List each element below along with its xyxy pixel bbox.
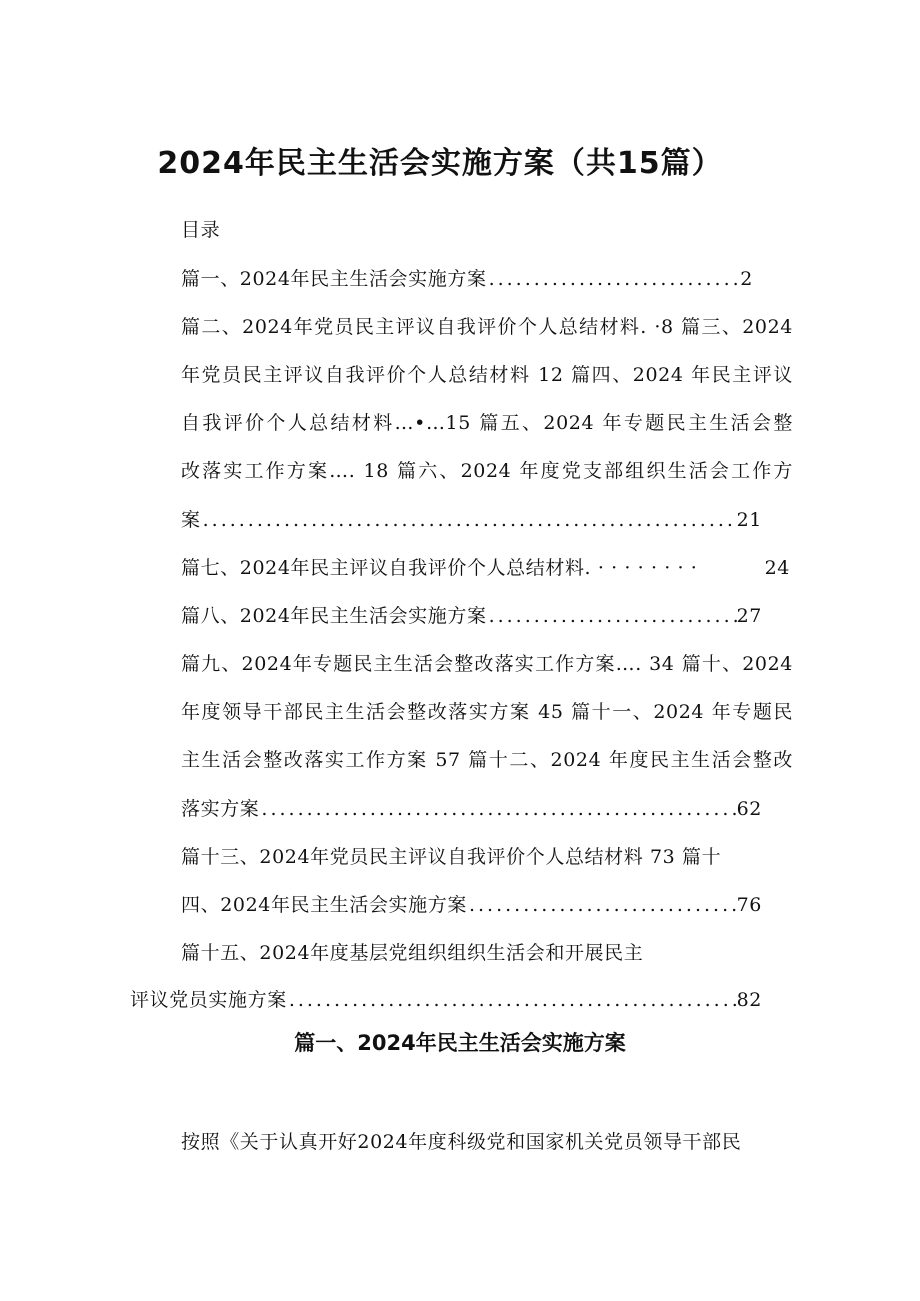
toc-text-line[interactable]: 主生活会整改落实工作方案 57 篇十二、2024 年度民主生活会整改 (181, 749, 793, 771)
toc-leader-dots (259, 797, 736, 821)
toc-entry-label: 案 (181, 509, 201, 531)
toc-text-line[interactable]: 自我评价个人总结材料…•…15 篇五、2024 年专题民主生活会整 (181, 412, 793, 434)
toc-entry-8[interactable] (181, 604, 762, 628)
toc-entry-14-end[interactable] (181, 893, 762, 917)
toc-page-number: 76 (736, 894, 762, 916)
toc-leader-dots (487, 604, 737, 628)
toc-page-number: 24 (764, 557, 790, 579)
section-heading: 篇一、2024年民主生活会实施方案 (294, 1031, 626, 1055)
toc-text-line[interactable]: 篇二、2024年党员民主评议自我评价个人总结材料. ·8 篇三、2024 (181, 316, 793, 338)
toc-leader-dots (487, 267, 741, 291)
toc-entry-label: 四、2024年民主生活会实施方案 (181, 894, 467, 916)
toc-heading: 目录 (181, 219, 221, 241)
toc-page-number: 2 (740, 268, 753, 290)
toc-text-line[interactable]: 年党员民主评议自我评价个人总结材料 12 篇四、2024 年民主评议 (181, 364, 793, 386)
toc-page-number: 21 (736, 509, 762, 531)
toc-text-line[interactable]: 篇九、2024年专题民主生活会整改落实工作方案…. 34 篇十、2024 (181, 653, 793, 675)
toc-entry-label: 落实方案 (181, 798, 260, 820)
toc-text-line[interactable]: 篇十五、2024年度基层党组织组织生活会和开展民主 (181, 942, 644, 964)
toc-page-number: 27 (736, 605, 762, 627)
toc-text-line[interactable]: 年度领导干部民主生活会整改落实方案 45 篇十一、2024 年专题民 (181, 701, 793, 723)
toc-entry-label: 篇七、2024年民主评议自我评价个人总结材料. · · · · · · · · (181, 557, 698, 579)
toc-entry-1[interactable] (181, 267, 753, 291)
toc-entry-7[interactable] (181, 556, 790, 580)
toc-entry-label: 评议党员实施方案 (130, 989, 287, 1011)
toc-entry-label: 篇一、2024年民主生活会实施方案 (181, 268, 487, 290)
toc-page-number: 82 (736, 989, 762, 1011)
toc-text-line[interactable]: 改落实工作方案…. 18 篇六、2024 年度党支部组织生活会工作方 (181, 460, 793, 482)
body-paragraph-first-line: 按照《关于认真开好2024年度科级党和国家机关党员领导干部民 (181, 1131, 742, 1153)
toc-page-number: 62 (736, 798, 762, 820)
toc-entry-15-end[interactable] (130, 988, 762, 1012)
toc-text-line[interactable]: 篇十三、2024年党员民主评议自我评价个人总结材料 73 篇十 (181, 846, 722, 868)
toc-entry-label: 篇八、2024年民主生活会实施方案 (181, 605, 487, 627)
toc-leader-dots (201, 508, 737, 532)
document-title: 2024年民主生活会实施方案（共15篇） (157, 146, 723, 181)
toc-leader-dots (467, 893, 737, 917)
toc-entry-12-end[interactable] (181, 797, 762, 821)
toc-leader-dots (287, 988, 737, 1012)
toc-entry-6-end[interactable] (181, 508, 762, 532)
